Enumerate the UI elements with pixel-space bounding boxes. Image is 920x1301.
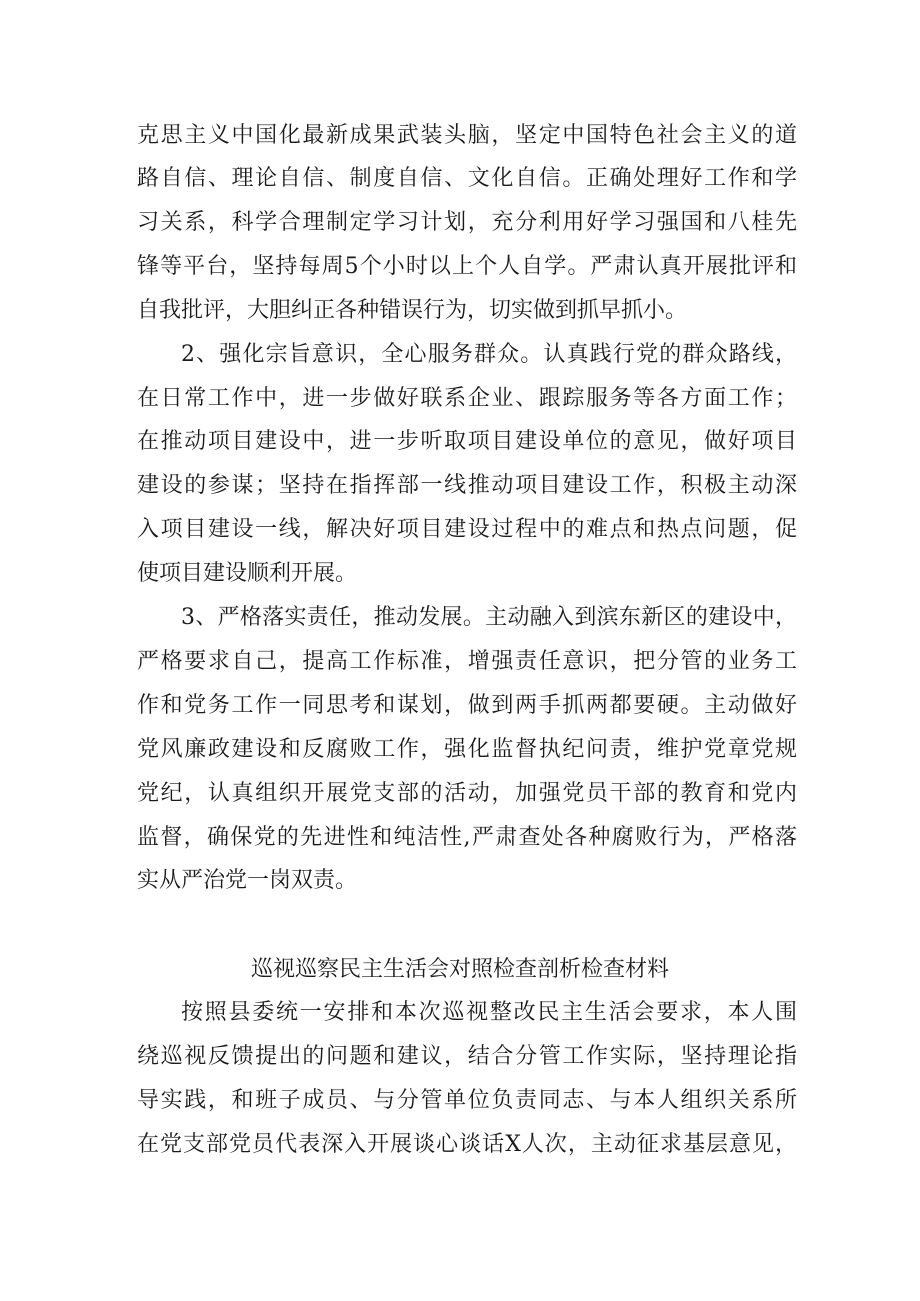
paragraph-line: 2、强化宗旨意识，全心服务群众。认真践行党的群众路线， — [181, 342, 797, 367]
paragraph-line: 建设的参谋；坚持在指挥部一线推动项目建设工作，积极主动深 — [137, 473, 797, 498]
paragraph-line: 克思主义中国化最新成果武装头脑，坚定中国特色社会主义的道 — [137, 123, 797, 148]
paragraph-line: 入项目建设一线，解决好项目建设过程中的难点和热点问题，促 — [137, 517, 797, 542]
paragraph-line: 实从严治党一岗双责。 — [137, 868, 358, 893]
paragraph-line: 绕巡视反馈提出的问题和建议，结合分管工作实际，坚持理论指 — [137, 1044, 797, 1069]
paragraph-line: 党纪，认真组织开展党支部的活动，加强党员干部的教育和党内 — [137, 781, 797, 806]
paragraph-line: 作和党务工作一同思考和谋划，做到两手抓两都要硬。主动做好 — [137, 693, 797, 718]
paragraph-line: 严格要求自己，提高工作标准，增强责任意识，把分管的业务工 — [137, 649, 797, 674]
paragraph-line: 3、严格落实责任，推动发展。主动融入到滨东新区的建设中， — [181, 605, 797, 630]
paragraph-line: 在党支部党员代表深入开展谈心谈话X人次，主动征求基层意见， — [137, 1132, 797, 1157]
paragraph-line: 党风廉政建设和反腐败工作，强化监督执纪问责，维护党章党规 — [137, 737, 797, 762]
paragraph-line: 在推动项目建设中，进一步听取项目建设单位的意见，做好项目 — [137, 429, 797, 454]
paragraph-line: 习关系，科学合理制定学习计划，充分利用好学习强国和八桂先 — [137, 210, 797, 235]
paragraph-line: 导实践，和班子成员、与分管单位负责同志、与本人组织关系所 — [137, 1088, 797, 1113]
paragraph-line: 按照县委统一安排和本次巡视整改民主生活会要求，本人围 — [181, 1000, 797, 1025]
paragraph-line: 路自信、理论自信、制度自信、文化自信。正确处理好工作和学 — [137, 166, 797, 191]
paragraph-line: 锋等平台，坚持每周5个小时以上个人自学。严肃认真开展批评和 — [137, 254, 797, 279]
paragraph-line: 使项目建设顺利开展。 — [137, 561, 358, 586]
paragraph-line: 监督，确保党的先进性和纯洁性,严肃查处各种腐败行为，严格落 — [137, 825, 797, 850]
paragraph-line: 自我批评，大胆纠正各种错误行为，切实做到抓早抓小。 — [137, 298, 688, 323]
paragraph-line: 在日常工作中，进一步做好联系企业、跟踪服务等各方面工作； — [137, 386, 797, 411]
document-title: 巡视巡察民主生活会对照检查剖析检查材料 — [250, 957, 669, 982]
